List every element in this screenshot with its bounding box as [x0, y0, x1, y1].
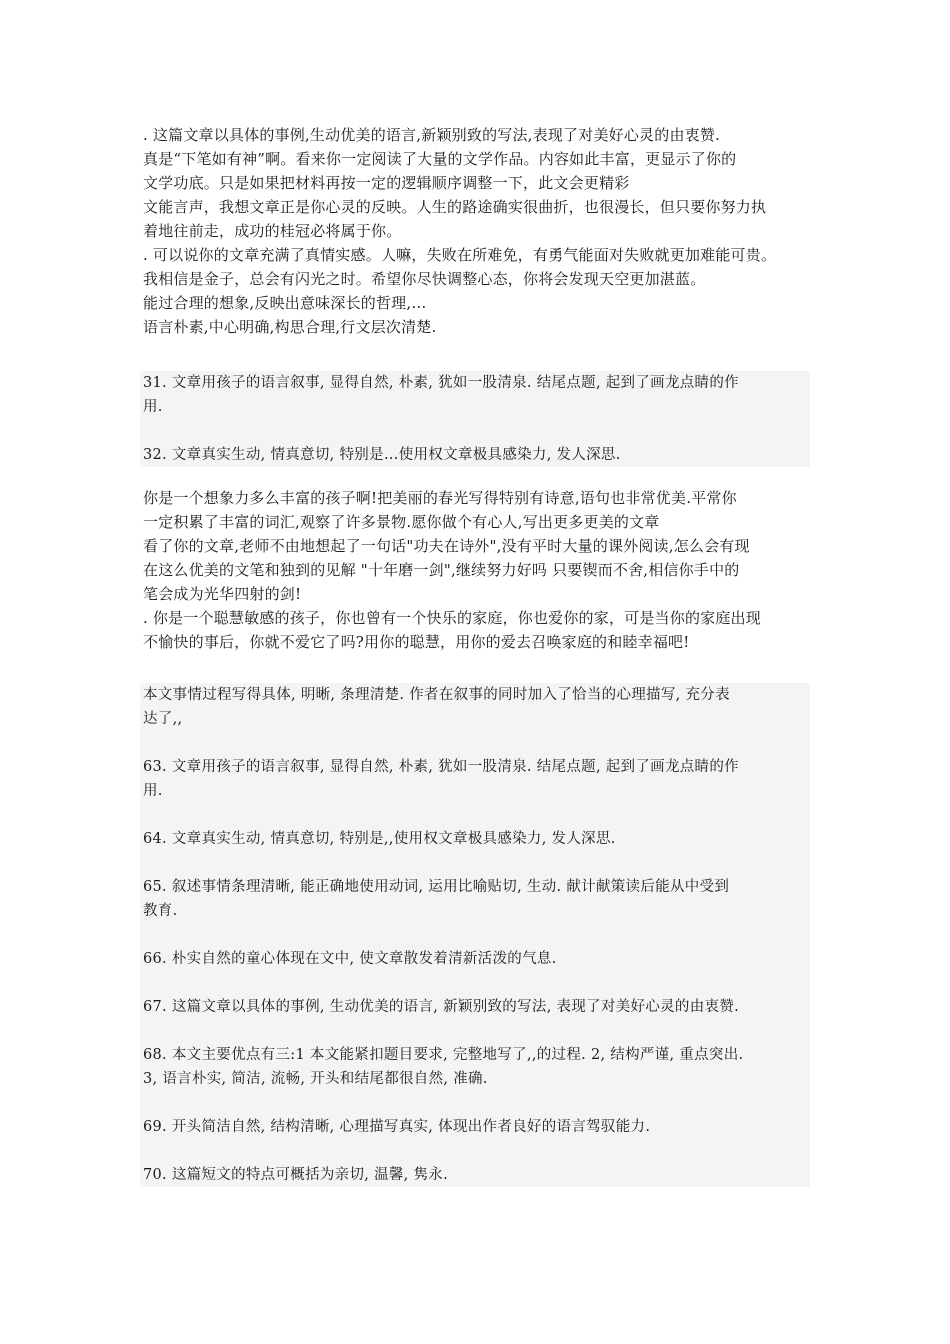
text-line: 语言朴素,中心明确,构思合理,行文层次清楚.: [143, 318, 437, 336]
list-item: 32. 文章真实生动, 情真意切, 特别是…使用权文章极具感染力, 发人深思.: [140, 443, 810, 467]
text-line: 一定积累了丰富的词汇,观察了许多景物.愿你做个有心人,写出更多更美的文章: [143, 513, 660, 531]
text-line: . 你是一个聪慧敏感的孩子，你也曾有一个快乐的家庭，你也爱你的家，可是当你的家庭出现: [143, 609, 761, 627]
list-item: 用.: [140, 779, 810, 803]
comment-block-1: [143, 123, 776, 339]
list-item: 本文事情过程写得具体, 明晰, 条理清楚. 作者在叙事的同时加入了恰当的心理描写, 充分表: [140, 683, 810, 707]
list-item-spacer: [140, 419, 810, 443]
text-line: 在这么优美的文笔和独到的见解 "十年磨一剑",继续努力好吗 只要锲而不舍,相信你手中的: [143, 561, 740, 579]
list-item: 用.: [140, 395, 810, 419]
list-item: 70. 这篇短文的特点可概括为亲切, 温馨, 隽永.: [140, 1163, 810, 1187]
list-item-spacer: [140, 1139, 810, 1163]
text-line: 着地往前走，成功的桂冠必将属于你。: [143, 222, 402, 240]
list-item: 64. 文章真实生动, 情真意切, 特别是,,使用权文章极具感染力, 发人深思.: [140, 827, 810, 851]
numbered-comments-31-32: [143, 371, 810, 467]
text-line: . 可以说你的文章充满了真情实感。人嘛，失败在所难免，有勇气能面对失败就更加难能可贵。: [143, 246, 777, 264]
text-line: 我相信是金子，总会有闪光之时。希望你尽快调整心态，你将会发现天空更加湛蓝。: [143, 270, 706, 288]
list-item: 68. 本文主要优点有三:1 本文能紧扣题目要求, 完整地写了,,的过程. 2, 结构严谨, 重点突出.: [140, 1043, 810, 1067]
list-item-spacer: [140, 803, 810, 827]
list-item: 3, 语言朴实, 简洁, 流畅, 开头和结尾都很自然, 准确.: [140, 1067, 810, 1091]
text-line: 不愉快的事后，你就不爱它了吗?用你的聪慧，用你的爱去召唤家庭的和睦幸福吧!: [143, 633, 690, 651]
numbered-comments-63-70: [143, 683, 810, 1187]
text-line: 文能言声，我想文章正是你心灵的反映。人生的路途确实很曲折，也很漫长，但只要你努力执: [143, 198, 767, 216]
list-item: 69. 开头简洁自然, 结构清晰, 心理描写真实, 体现出作者良好的语言驾驭能力.: [140, 1115, 810, 1139]
list-item: 达了,,: [140, 707, 810, 731]
text-line: . 这篇文章以具体的事例,生动优美的语言,新颖别致的写法,表现了对美好心灵的由衷赞.: [143, 126, 721, 144]
text-line: 你是一个想象力多么丰富的孩子啊!把美丽的春光写得特别有诗意,语句也非常优美.平常你: [143, 489, 737, 507]
list-item: 教育.: [140, 899, 810, 923]
list-item: 31. 文章用孩子的语言叙事, 显得自然, 朴素, 犹如一股清泉. 结尾点题, 起到了画龙点睛的作: [140, 371, 810, 395]
text-line: 真是“下笔如有神”啊。看来你一定阅读了大量的文学作品。内容如此丰富，更显示了你的: [143, 150, 737, 168]
list-item-spacer: [140, 851, 810, 875]
list-item: 63. 文章用孩子的语言叙事, 显得自然, 朴素, 犹如一股清泉. 结尾点题, 起到了画龙点睛的作: [140, 755, 810, 779]
list-item: 67. 这篇文章以具体的事例, 生动优美的语言, 新颖别致的写法, 表现了对美好心灵的由衷赞.: [140, 995, 810, 1019]
list-item-spacer: [140, 1091, 810, 1115]
list-item-spacer: [140, 731, 810, 755]
text-line: 看了你的文章,老师不由地想起了一句话"功夫在诗外",没有平时大量的课外阅读,怎么会有现: [143, 537, 750, 555]
list-item: 65. 叙述事情条理清晰, 能正确地使用动词, 运用比喻贴切, 生动. 献计献策读后能从中受到: [140, 875, 810, 899]
list-item: 66. 朴实自然的童心体现在文中, 使文章散发着清新活泼的气息.: [140, 947, 810, 971]
text-line: 文学功底。只是如果把材料再按一定的逻辑顺序调整一下，此文会更精彩: [143, 174, 630, 192]
list-item-spacer: [140, 923, 810, 947]
text-line: 笔会成为光华四射的剑!: [143, 585, 302, 603]
list-item-spacer: [140, 1019, 810, 1043]
list-item-spacer: [140, 971, 810, 995]
text-line: 能过合理的想象,反映出意味深长的哲理,…: [143, 294, 427, 312]
comment-block-2: [143, 486, 761, 654]
